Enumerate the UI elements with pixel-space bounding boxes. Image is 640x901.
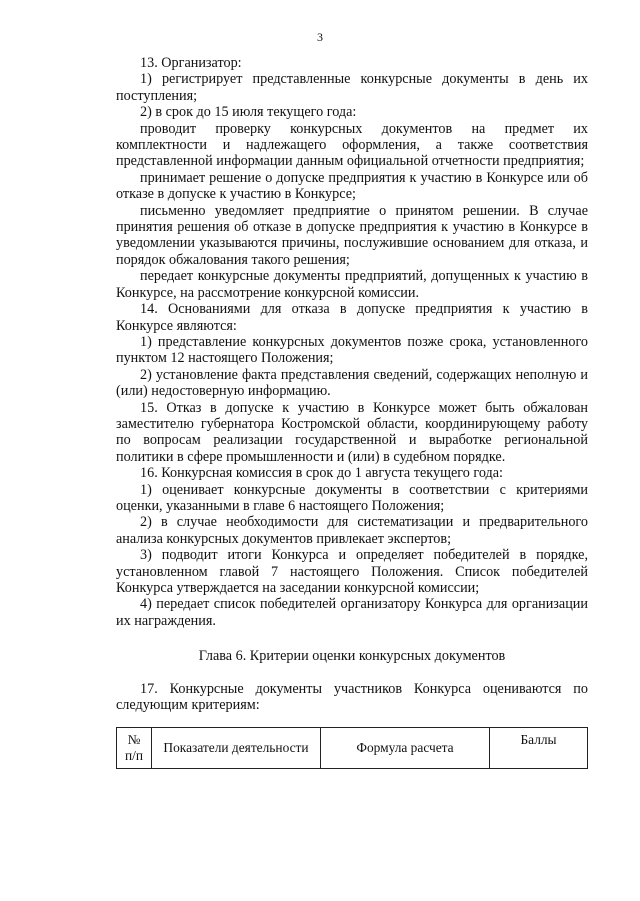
paragraph: 4) передает список победителей организатору Конкурса для организации их награждения. [116, 596, 588, 629]
paragraph: 2) установление факта представления сведений, содержащих неполную и (или) недостоверную информацию. [116, 366, 588, 400]
paragraph: проводит проверку конкурсных документов на предмет их комплектности и надлежащего оформления, а также соответствия представленной информации данным официальной отчетности предприятия; [116, 120, 588, 170]
document-body [116, 55, 588, 769]
page-number: 3 [317, 30, 323, 44]
table-header-row [117, 728, 588, 769]
criteria-table [116, 727, 588, 769]
header-number: № п/п [117, 728, 152, 769]
header-indicators: Показатели деятельности [152, 728, 321, 769]
criteria-intro: 17. Конкурсные документы участников Конкурса оцениваются по следующим критериям: [116, 680, 588, 714]
paragraph: 2) в случае необходимости для систематизации и предварительного анализа конкурсных документов привлекает экспертов; [116, 514, 588, 547]
paragraph: 1) регистрирует представленные конкурсные документы в день их поступления; [116, 71, 588, 104]
paragraph: передает конкурсные документы предприятий, допущенных к участию в Конкурсе, на рассмотрение конкурсной комиссии. [116, 268, 588, 301]
header-score: Баллы [490, 728, 588, 769]
paragraph: принимает решение о допуске предприятия к участию в Конкурсе или об отказе в допуске к участию в Конкурсе; [116, 169, 588, 203]
paragraph: 14. Основаниями для отказа в допуске предприятия к участию в Конкурсе являются: [116, 301, 588, 334]
chapter-title: Глава 6. Критерии оценки конкурсных документов [198, 648, 506, 665]
paragraph: 1) оценивает конкурсные документы в соответствии с критериями оценки, указанными в главе 6 настоящего Положения; [116, 481, 588, 514]
paragraph: письменно уведомляет предприятие о принятом решении. В случае принятия решения об отказе в допуске предприятия к участию в Конкурсе в уведомлении указываются причины, послужившие основанием для отказа, и порядок обжалования такого решения; [116, 202, 588, 268]
paragraph: 3) подводит итоги Конкурса и определяет победителей в порядке, установленном главой 7 настоящего Положения. Список победителей Конкурса утверждается на заседании конкурсной комиссии; [116, 547, 588, 596]
paragraph: 2) в срок до 15 июля текущего года: [140, 104, 357, 121]
paragraph: 13. Организатор: [140, 55, 242, 71]
header-formula: Формула расчета [321, 728, 490, 769]
paragraph: 16. Конкурсная комиссия в срок до 1 августа текущего года: [140, 465, 503, 482]
paragraph: 15. Отказ в допуске к участию в Конкурсе может быть обжалован заместителю губернатора Костромской области, координирующему работу по вопросам реализации государственной и выработке региональной политики в сфере промышленности и (или) в судебном порядке. [116, 399, 588, 465]
paragraph: 1) представление конкурсных документов позже срока, установленного пунктом 12 настоящего Положения; [116, 333, 588, 367]
